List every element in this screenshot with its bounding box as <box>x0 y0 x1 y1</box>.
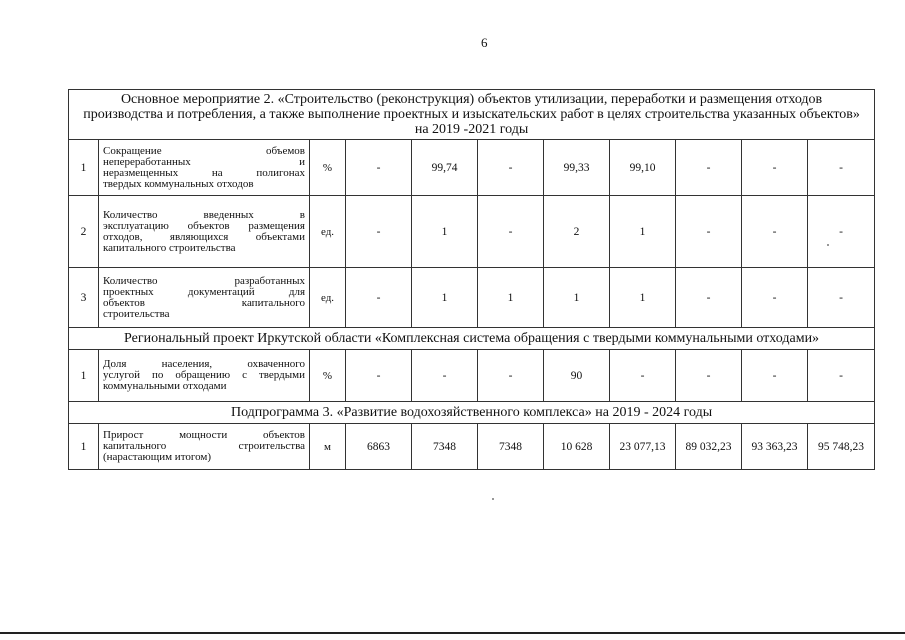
value-cell: 93 363,23 <box>742 424 808 470</box>
value-cell: - <box>808 350 875 402</box>
indicator-name-line: Количество введенных в <box>103 208 305 221</box>
indicator-name-line: объектов капитального <box>103 296 305 309</box>
unit-cell: % <box>310 350 346 402</box>
indicator-name <box>99 196 310 268</box>
value-cell: 2 <box>544 196 610 268</box>
value-cell: 1 <box>478 268 544 328</box>
section-header-row <box>69 402 875 424</box>
value-cell: - <box>346 268 412 328</box>
value-cell: - <box>346 196 412 268</box>
value-cell: - <box>742 196 808 268</box>
value-cell: 99,33 <box>544 140 610 196</box>
value-cell: 89 032,23 <box>676 424 742 470</box>
unit-cell: м <box>310 424 346 470</box>
section-header-row <box>69 328 875 350</box>
indicator-name-line: (нарастающим итогом) <box>103 451 212 463</box>
indicator-name <box>99 140 310 196</box>
indicator-name-line: услугой по обращению с твердыми <box>103 369 305 381</box>
indicators-table <box>68 89 875 470</box>
indicator-name-line: строительства <box>103 307 170 320</box>
value-cell: - <box>676 350 742 402</box>
row-number: 1 <box>69 140 99 196</box>
value-cell: - <box>610 350 676 402</box>
row-number: 1 <box>69 424 99 470</box>
scan-speck <box>492 498 494 500</box>
value-cell: - <box>676 140 742 196</box>
value-cell: 10 628 <box>544 424 610 470</box>
value-cell: - <box>478 196 544 268</box>
section-title: Основное мероприятие 2. «Строительство (реконструкция) объектов утилизации, переработки и размещения отходов производства и потребления, а также выполнение проектных и изыскательских работ в целях строительства указанных объектов» на 2019 -2021 годы <box>69 90 875 140</box>
indicator-name <box>99 424 310 470</box>
indicator-name-line: коммунальными отходами <box>103 380 227 392</box>
section-title: Подпрограмма 3. «Развитие водохозяйственного комплекса» на 2019 - 2024 годы <box>69 402 875 424</box>
value-cell: - <box>346 140 412 196</box>
value-cell: 23 077,13 <box>610 424 676 470</box>
indicator-name <box>99 350 310 402</box>
value-cell: 1 <box>412 268 478 328</box>
value-cell: 7348 <box>478 424 544 470</box>
row-number: 1 <box>69 350 99 402</box>
indicator-name-line: эксплуатацию объектов размещения <box>103 219 305 232</box>
indicator-name-line: неразмещенных на полигонах <box>103 166 305 179</box>
value-cell: - <box>808 196 875 268</box>
value-cell: - <box>808 140 875 196</box>
page-bottom-rule <box>0 632 905 634</box>
value-cell: - <box>742 350 808 402</box>
indicator-name-line: Количество разработанных <box>103 274 305 287</box>
value-cell: - <box>478 350 544 402</box>
value-cell: - <box>478 140 544 196</box>
value-cell: 1 <box>544 268 610 328</box>
value-cell: - <box>412 350 478 402</box>
indicator-name-line: капитального строительства <box>103 440 305 452</box>
unit-cell: ед. <box>310 196 346 268</box>
value-cell: - <box>346 350 412 402</box>
indicator-name-line: Прирост мощности объектов <box>103 429 305 441</box>
section-header-row <box>69 90 875 140</box>
value-cell: - <box>676 196 742 268</box>
section-title: Региональный проект Иркутской области «Комплексная система обращения с твердыми коммунальными отходами» <box>69 328 875 350</box>
indicator-name-line: твердых коммунальных отходов <box>103 177 254 190</box>
unit-cell: % <box>310 140 346 196</box>
value-cell: - <box>808 268 875 328</box>
unit-cell: ед. <box>310 268 346 328</box>
indicator-name-line: капитального строительства <box>103 241 236 254</box>
indicator-name-line: непереработанных и <box>103 155 305 168</box>
indicator-name-line: Доля населения, охваченного <box>103 358 305 370</box>
table-row <box>69 140 875 196</box>
indicator-name-line: проектных документаций для <box>103 285 305 298</box>
value-cell: 90 <box>544 350 610 402</box>
value-cell: 1 <box>610 196 676 268</box>
row-number: 3 <box>69 268 99 328</box>
value-cell: 99,10 <box>610 140 676 196</box>
indicator-name-line: Сокращение объемов <box>103 144 305 157</box>
table-row <box>69 350 875 402</box>
table-row <box>69 424 875 470</box>
indicator-name-line: отходов, являющихся объектами <box>103 230 305 243</box>
page-number: 6 <box>481 35 488 50</box>
table-row <box>69 196 875 268</box>
value-cell: 1 <box>610 268 676 328</box>
table-row <box>69 268 875 328</box>
scan-speck <box>827 244 829 246</box>
indicator-name <box>99 268 310 328</box>
value-cell: 99,74 <box>412 140 478 196</box>
value-cell: 6863 <box>346 424 412 470</box>
value-cell: - <box>676 268 742 328</box>
value-cell: 95 748,23 <box>808 424 875 470</box>
row-number: 2 <box>69 196 99 268</box>
value-cell: - <box>742 268 808 328</box>
value-cell: 1 <box>412 196 478 268</box>
value-cell: 7348 <box>412 424 478 470</box>
value-cell: - <box>742 140 808 196</box>
